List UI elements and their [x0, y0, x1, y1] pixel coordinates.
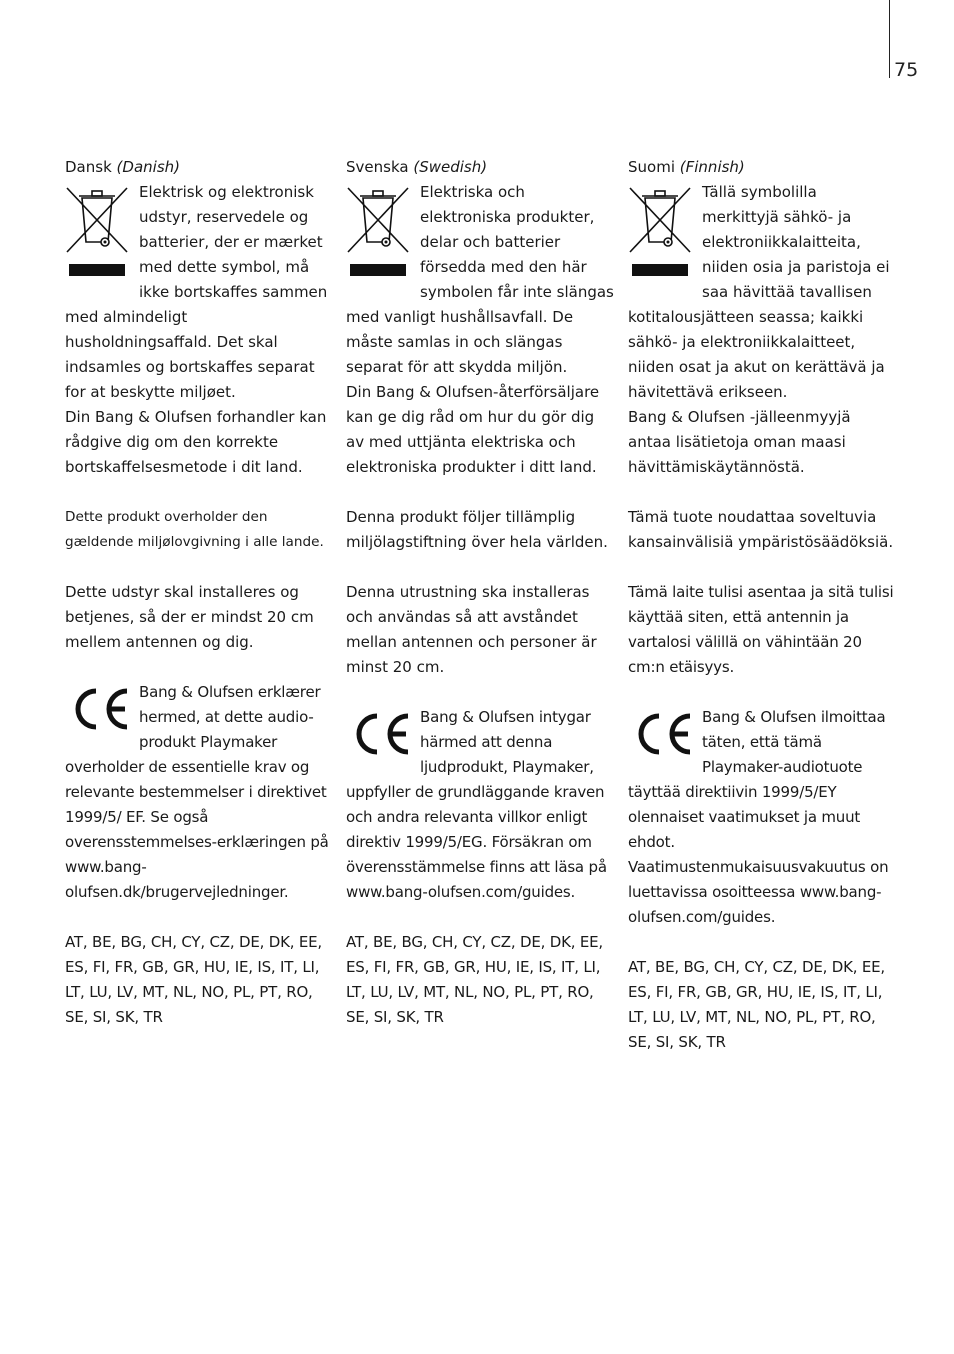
section-heading: Suomi (Finnish) — [628, 158, 745, 176]
country-list: AT, BE, BG, CH, CY, CZ, DE, DK, EE, ES, FI, FR, GB, GR, HU, IE, IS, IT, LI, LT, LU, LV, MT, NL, NO, PL, PT, RO, SE, SI, SK, TR — [65, 933, 322, 1026]
dealer-advice-text: Bang & Olufsen -jälleenmyyjä antaa lisätietoja oman maasi hävittämiskäytännöstä. — [628, 408, 851, 476]
weee-disposal-text: Tällä symbolilla merkittyjä sähkö- ja elektroniikkalaitteita, niiden osia ja paristoja ei saa hävittää tavallisen kotitalousjätteen seassa; kaikki sähkö- ja elektroniikkalaitteet, niiden osat ja akut on kerättävä ja hävitettävä erikseen. — [628, 183, 890, 401]
column-swedish — [346, 155, 614, 1030]
weee-disposal-text: Elektriska och elektroniska produkter, delar och batterier försedda med den här symbolen får inte slängas med vanligt hushållsavfall. De måste samlas in och slängas separat för att skydda miljön. — [346, 183, 614, 376]
country-list: AT, BE, BG, CH, CY, CZ, DE, DK, EE, ES, FI, FR, GB, GR, HU, IE, IS, IT, LI, LT, LU, LV, MT, NL, NO, PL, PT, RO, SE, SI, SK, TR — [346, 933, 603, 1026]
ce-mark-icon — [632, 709, 696, 759]
weee-crossed-bin-icon — [346, 184, 410, 284]
section-heading: Svenska (Swedish) — [346, 158, 488, 176]
ce-mark-icon — [350, 709, 414, 759]
column-danish — [65, 155, 333, 1030]
environment-compliance-text: Denna produkt följer tillämplig miljölagstiftning över hela världen. — [346, 508, 608, 551]
country-list: AT, BE, BG, CH, CY, CZ, DE, DK, EE, ES, FI, FR, GB, GR, HU, IE, IS, IT, LI, LT, LU, LV, MT, NL, NO, PL, PT, RO, SE, SI, SK, TR — [628, 958, 885, 1051]
ce-declaration-text: Bang & Olufsen erklærer hermed, at dette audio-produkt Playmaker overholder de essentielle krav og relevante bestemmelser i direktivet 1999/5/ EF. Se også overensstemmelses-erklæringen på www.bang-olufsen.dk/brugervejledninger. — [65, 683, 329, 901]
antenna-distance-text: Denna utrustning ska installeras och användas så att avståndet mellan antennen och personer är minst 20 cm. — [346, 583, 597, 676]
antenna-distance-text: Dette udstyr skal installeres og betjenes, så der er mindst 20 cm mellem antennen og dig. — [65, 583, 314, 651]
dealer-advice-text: Din Bang & Olufsen forhandler kan rådgive dig om den korrekte bortskaffelsesmetode i dit land. — [65, 408, 327, 476]
page-number: 75 — [894, 59, 919, 81]
page-number-rule — [889, 0, 890, 78]
column-finnish — [628, 155, 896, 1055]
environment-compliance-text: Dette produkt overholder den gældende miljølovgivning i alle lande. — [65, 509, 324, 550]
section-heading: Dansk (Danish) — [65, 158, 180, 176]
environment-compliance-text: Tämä tuote noudattaa soveltuvia kansainvälisiä ympäristösäädöksiä. — [628, 508, 894, 551]
ce-declaration-text: Bang & Olufsen intygar härmed att denna ljudprodukt, Playmaker, uppfyller de grundläggande kraven och andra relevanta villkor enligt direktiv 1999/5/EG. Försäkran om överensstämmelse finns att läsa på www.bang-olufsen.com/guides. — [346, 708, 607, 901]
ce-mark-icon — [69, 684, 133, 734]
dealer-advice-text: Din Bang & Olufsen-återförsäljare kan ge dig råd om hur du gör dig av med uttjänta elektriska och elektroniska produkter i ditt land. — [346, 383, 600, 476]
antenna-distance-text: Tämä laite tulisi asentaa ja sitä tulisi käyttää siten, että antennin ja vartalosi välillä on vähintään 20 cm:n etäisyys. — [628, 583, 894, 676]
weee-crossed-bin-icon — [628, 184, 692, 284]
weee-crossed-bin-icon — [65, 184, 129, 284]
weee-disposal-text: Elektrisk og elektronisk udstyr, reservedele og batterier, der er mærket med dette symbol, må ikke bortskaffes sammen med almindeligt husholdningsaffald. Det skal indsamles og bortskaffes separat for at beskytte miljøet. — [65, 183, 328, 401]
ce-declaration-text: Bang & Olufsen ilmoittaa täten, että tämä Playmaker-audiotuote täyttää direktiivin 1999/5/EY olennaiset vaatimukset ja muut ehdot. Vaatimustenmukaisuusvakuutus on luettavissa osoitteessa www.bang-olufsen.com/guides. — [628, 708, 889, 926]
